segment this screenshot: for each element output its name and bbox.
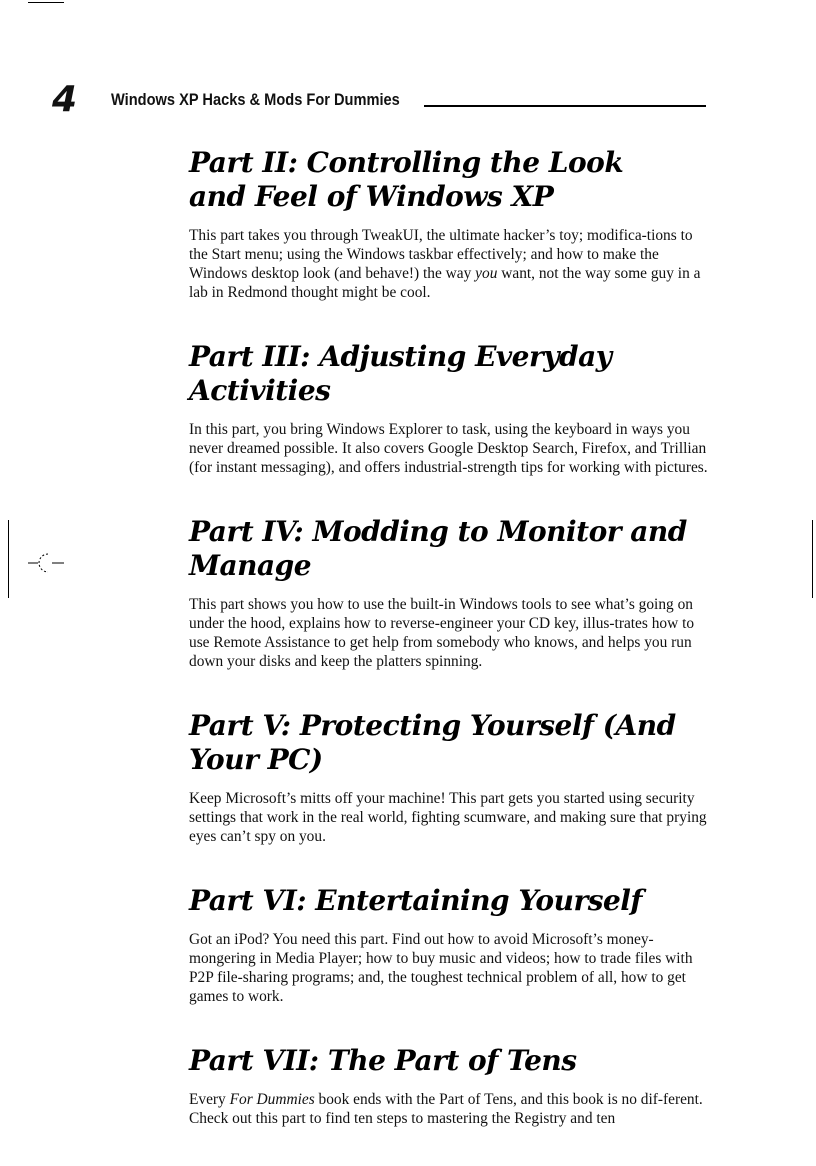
body-text-part: Every: [189, 1091, 230, 1108]
section-part-iv: [189, 515, 709, 671]
body-text-part: book ends with the Part of Tens, and this book is no dif-ferent. Check out this part to find ten steps to mastering the Registry and ten: [189, 1091, 703, 1127]
section-body: [189, 226, 709, 302]
body-text-part: This part takes you through TweakUI, the ultimate hacker’s toy; modifica-tions to the Start menu; using the Windows taskbar effectively; and how to make the Windows desktop look (and behave!) the way: [189, 227, 693, 282]
section-body: [189, 1090, 709, 1128]
section-title-line-2: and Feel of Windows XP: [189, 180, 554, 213]
registration-mark-icon: [28, 551, 68, 575]
body-text-part: want, not the way some guy in a lab in Redmond thought might be cool.: [189, 265, 701, 301]
section-part-vi: [189, 884, 709, 1006]
section-title: [189, 146, 709, 214]
body-emphasis: you: [475, 265, 498, 282]
section-title: Part VII: The Part of Tens: [189, 1044, 577, 1077]
section-title: Part V: Protecting Yourself (And Your PC): [189, 709, 676, 776]
section-part-v: [189, 709, 709, 846]
section-title: Part VI: Entertaining Yourself: [189, 884, 642, 917]
section-body: Keep Microsoft’s mitts off your machine! This part gets you started using security settings that work in the real world, fighting scumware, and making sure that prying eyes can’t spy on you.: [189, 790, 707, 845]
section-body: In this part, you bring Windows Explorer to task, using the keyboard in ways you never dreamed possible. It also covers Google Desktop Search, Firefox, and Trillian (for instant messaging), and offers industrial-strength tips for working with pictures.: [189, 421, 708, 476]
section-title: Part IV: Modding to Monitor and Manage: [189, 515, 687, 582]
margin-rule-left: [8, 520, 9, 598]
section-body: This part shows you how to use the built-in Windows tools to see what’s going on under the hood, explains how to reverse-engineer your CD key, illus-trates how to use Remote Assistance to get help from somebody who knows, and helps you run down your disks and keep the platters spinning.: [189, 596, 695, 670]
body-emphasis: For Dummies: [229, 1091, 315, 1108]
section-part-iii: [189, 340, 709, 477]
margin-rule-right: [812, 520, 813, 598]
section-body: Got an iPod? You need this part. Find out how to avoid Microsoft’s money-mongering in Media Player; how to buy music and videos; how to trade files with P2P file-sharing programs; and, the toughest technical problem of all, how to get games to work.: [189, 931, 693, 1005]
section-title-line-1: Part II: Controlling the Look: [189, 146, 624, 179]
header-rule: [424, 105, 706, 107]
running-head: Windows XP Hacks & Mods For Dummies: [111, 90, 400, 109]
page-number: 4: [52, 79, 78, 120]
section-part-vii: [189, 1044, 709, 1128]
section-title: Part III: Adjusting Everyday Activities: [189, 340, 612, 407]
page-body: [189, 146, 709, 1166]
crop-mark: [28, 2, 64, 3]
section-part-ii: [189, 146, 709, 302]
